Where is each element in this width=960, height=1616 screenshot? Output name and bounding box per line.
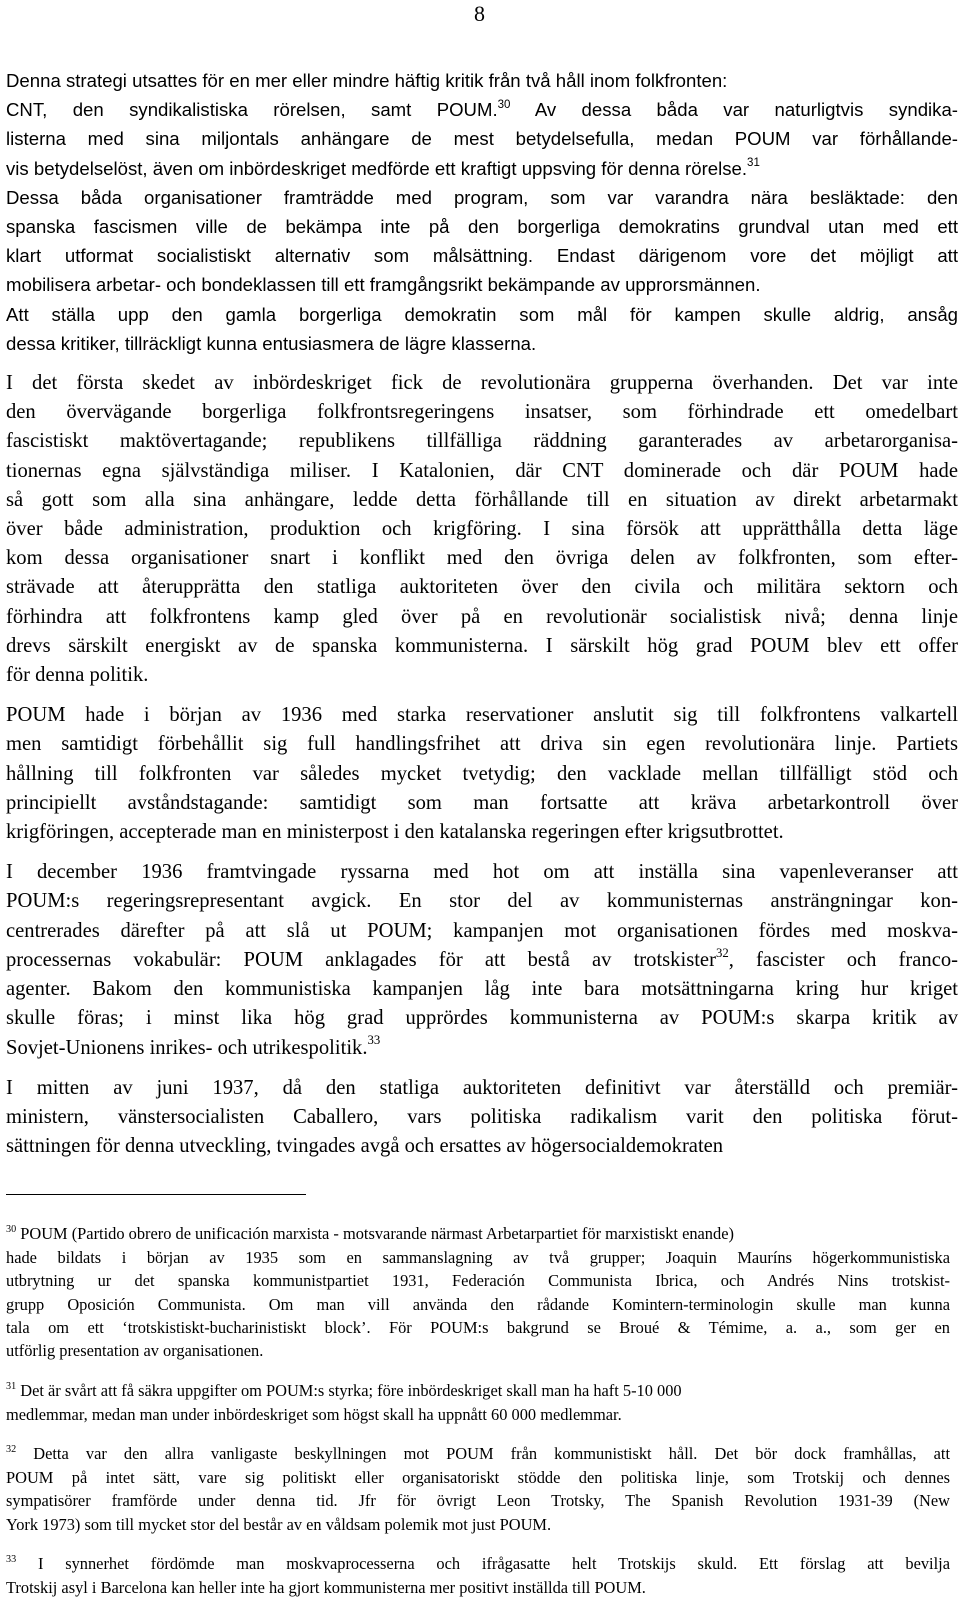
text-line	[6, 661, 958, 690]
line-text: så gott som alla sina anhängare, ledde detta förhållande till en situation av direkt arbetarmakt	[6, 488, 958, 511]
text-line	[6, 544, 958, 573]
line-text: Det är svårt att få säkra uppgifter om POUM:s styrka; före inbördeskriget skall man ha haft 5-10 000	[16, 1381, 682, 1401]
text-line	[6, 1004, 958, 1033]
text-line	[6, 183, 958, 212]
line-text: kom dessa organisationer snart i konflikt med den övriga delen av folkfronten, som efter-	[6, 547, 958, 570]
text-line	[6, 1132, 958, 1161]
text-line	[6, 95, 958, 124]
line-text: sympatisörer framförde under denna tid. Jfr för övrigt Leon Trotsky, The Spanish Revolution 1931-39 (New	[6, 1491, 950, 1511]
line-text: spanska fascismen ville de bekämpa inte på den borgerliga demokratins grundval utan med ett	[6, 216, 958, 238]
line-text-after: Av dessa båda var naturligtvis syndika-	[510, 99, 958, 121]
line-text: agenter. Bakom den kommunistiska kampanjen låg inte bara motsättningarna kring hur kriget	[6, 978, 958, 1001]
text-line	[6, 369, 958, 398]
line-text: I december 1936 framtvingade ryssarna med hot om att inställa sina vapenleveranser att	[6, 861, 958, 884]
text-line	[6, 573, 958, 602]
text-line	[6, 1552, 950, 1575]
footnotes	[6, 1206, 950, 1616]
text-line	[6, 701, 958, 730]
line-text: principiellt avståndstagande: samtidigt som man fortsatte att kräva arbetarkontroll över	[6, 791, 958, 814]
text-line	[6, 1576, 950, 1599]
line-text: mobilisera arbetar- och bondeklassen till ett framgångsrikt bekämpande av upprorsmännen.	[6, 274, 761, 296]
footnote-number: 31	[6, 1380, 17, 1392]
text-line	[6, 730, 958, 759]
text-line	[6, 329, 958, 358]
line-text: Trotskij asyl i Barcelona kan heller inte ha gjort kommunisterna mer positivt inställda till POUM.	[6, 1577, 646, 1597]
line-text: Att ställa upp den gamla borgerliga demokratin som mål för kampen skulle aldrig, ansåg	[6, 303, 958, 325]
line-text: sättningen för denna utveckling, tvingades avgå och ersattes av högersocialdemokraten	[6, 1135, 724, 1158]
line-text: POUM:s regeringsrepresentant avgick. En stor del av kommunisternas ansträngningar kon-	[6, 890, 958, 913]
text-line	[6, 241, 958, 270]
footnote	[6, 1222, 950, 1362]
text-line	[6, 632, 958, 661]
footnote	[6, 1379, 950, 1426]
text-line	[6, 1074, 958, 1103]
paragraph	[6, 858, 958, 1062]
text-line	[6, 603, 958, 632]
text-line	[6, 1316, 950, 1339]
footnote-number: 30	[6, 1223, 17, 1235]
line-text: listerna med sina miljontals anhängare de mest betydelsefulla, medan POUM var förhållande-	[6, 128, 958, 150]
text-line	[6, 975, 958, 1004]
body-text	[6, 66, 958, 1172]
line-text: Denna strategi utsattes för en mer eller mindre häftig kritik från två håll inom folkfronten:	[6, 70, 728, 91]
text-line	[6, 1103, 958, 1132]
line-text: CNT, den syndikalistiska rörelsen, samt POUM.	[6, 99, 498, 121]
line-text: POUM på intet sätt, vare sig politiskt eller organisatoriskt stödde den politiska linje, som Trotskij och dennes	[6, 1467, 950, 1487]
line-text: utförlig presentation av organisationen.	[6, 1341, 264, 1361]
line-text: krigföringen, accepterade man en ministerpost i den katalanska regeringen efter krigsutbrottet.	[6, 821, 784, 844]
line-text-after: , fascister och franco-	[728, 948, 958, 971]
text-line	[6, 398, 958, 427]
text-line	[6, 515, 958, 544]
text-line	[6, 154, 958, 183]
line-text: medlemmar, medan man under inbördeskriget som högst skall ha uppnått 60 000 medlemmar.	[6, 1404, 622, 1424]
text-line	[6, 212, 958, 241]
line-text: centrerades därefter på att slå ut POUM; kampanjen mot organisationen fördes med moskva-	[6, 919, 958, 942]
text-line	[6, 1466, 950, 1489]
text-line	[6, 1246, 950, 1269]
paragraph	[6, 701, 958, 847]
line-text: I mitten av juni 1937, då den statliga auktoriteten definitivt var återställd och premiär-	[6, 1076, 958, 1099]
line-text: tionernas egna självständiga miliser. I Katalonien, där CNT dominerade och där POUM hade	[6, 459, 958, 482]
paragraph	[6, 369, 958, 690]
text-line	[6, 300, 958, 329]
text-line	[6, 1293, 950, 1316]
line-text: skulle föras; i minst lika hög grad upprördes kommunisterna av POUM:s skarpa kritik av	[6, 1007, 958, 1030]
line-text: klart utformat socialistiskt alternativ som målsättning.	[6, 245, 534, 267]
line-text: York 1973) som till mycket stor del består av en våldsam polemik mot just POUM.	[6, 1514, 552, 1534]
line-text: processernas vokabulär: POUM anklagades för att bestå av trotskister	[6, 948, 716, 971]
line-text-after: Om man vill använda den rådande Komintern-terminologin skulle man kunna	[245, 1294, 950, 1314]
text-line	[6, 760, 958, 789]
text-line	[6, 789, 958, 818]
footnote-reference: 30	[497, 98, 511, 111]
footnote	[6, 1552, 950, 1599]
footnote-reference: 32	[715, 945, 729, 960]
line-text: den övervägande borgerliga folkfrontsregeringens insatser, som förhindrade ett omedelbart	[6, 401, 958, 424]
line-text: tala om ett ‘trotskistiskt-bucharinistiskt block’.	[6, 1318, 371, 1338]
footnote-reference: 33	[367, 1033, 381, 1048]
paragraph	[6, 1074, 958, 1162]
paragraph	[6, 66, 958, 358]
line-text: dessa kritiker, tillräckligt kunna entusiasmera de lägre klasserna.	[6, 332, 537, 354]
footnote-number: 32	[6, 1443, 17, 1455]
line-text: POUM (Partido obrero de unificación marxista - motsvarande närmast Arbetarpartiet för marxistiskt enande)	[16, 1224, 734, 1244]
text-line	[6, 1489, 950, 1512]
line-text: hade bildats i början av 1935 som en sammanslagning av två grupper; Joaquin Mauríns högerkommunistiska	[6, 1247, 950, 1267]
line-text: fascistiskt maktövertagande; republikens tillfälliga räddning garanterades av arbetarorganisa-	[6, 430, 958, 453]
line-text: vis betydelselöst, även om inbördeskriget medförde ett kraftigt uppsving för denna rörelse.	[6, 157, 748, 179]
text-line	[6, 457, 958, 486]
text-line	[6, 887, 958, 916]
text-line	[6, 1339, 950, 1362]
text-line	[6, 1513, 950, 1536]
text-line	[6, 818, 958, 847]
line-text: Detta var den allra vanligaste beskyllningen mot POUM från kommunistiskt håll. Det bör dock framhållas, att	[16, 1444, 950, 1464]
text-line	[6, 1034, 958, 1063]
line-text: grupp Oposición Communista.	[6, 1294, 246, 1314]
line-text: I synnerhet fördömde man moskvaprocesserna och ifrågasatte helt Trotskijs skuld. Ett förslag att bevilja	[16, 1554, 950, 1574]
text-line	[6, 858, 958, 887]
line-text: förhindra att folkfrontens kamp gled över på en revolutionär socialistisk nivå; denna linje	[6, 605, 958, 628]
footnote-reference: 31	[747, 157, 760, 170]
line-text: utbrytning ur det spanska kommunistpartiet 1931, Federación Communista Ibrica, och Andrés Nins trotskist-	[6, 1271, 950, 1291]
line-text: I det första skedet av inbördeskriget fick de revolutionära grupperna överhanden. Det var inte	[6, 372, 958, 395]
text-line	[6, 427, 958, 456]
text-line	[6, 1222, 950, 1245]
text-line	[6, 1269, 950, 1292]
text-line	[6, 270, 958, 299]
line-text-after: För POUM:s bakgrund se Broué & Témime, a. a., som ger en	[370, 1318, 950, 1338]
text-line	[6, 124, 958, 153]
text-line	[6, 486, 958, 515]
line-text-after: Endast därigenom vore det möjligt att	[533, 245, 958, 267]
footnote	[6, 1442, 950, 1536]
text-line	[6, 1379, 950, 1402]
line-text: strävade att återupprätta den statliga auktoriteten över den civila och militära sektorn och	[6, 576, 958, 599]
text-line	[6, 917, 958, 946]
line-text: POUM hade i början av 1936 med starka reservationer anslutit sig till folkfrontens valkartell	[6, 704, 958, 727]
text-line	[6, 1403, 950, 1426]
line-text: drevs särskilt energiskt av de spanska kommunisterna. I särskilt hög grad POUM blev ett offer	[6, 634, 958, 657]
text-line	[6, 1442, 950, 1465]
text-line	[6, 946, 958, 975]
line-text: men samtidigt förbehållit sig full handlingsfrihet att driva sin egen revolutionära linje. Partiets	[6, 733, 958, 756]
page-number: 8	[474, 1, 485, 26]
footnote-separator	[6, 1194, 306, 1195]
footnote-number: 33	[6, 1553, 17, 1565]
text-line	[6, 66, 958, 95]
line-text: Dessa båda organisationer framträdde med program, som var varandra nära besläktade: den	[6, 186, 958, 208]
line-text: ministern, vänstersocialisten Caballero, vars politiska radikalism varit den politiska förut-	[6, 1105, 958, 1128]
line-text: Sovjet-Unionens inrikes- och utrikespolitik.	[6, 1036, 368, 1059]
line-text: hållning till folkfronten var således mycket tvetydig; den vacklade mellan tillfälligt stöd och	[6, 762, 958, 785]
line-text: över både administration, produktion och krigföring. I sina försök att upprätthålla detta läge	[6, 518, 958, 541]
line-text: för denna politik.	[6, 664, 149, 687]
